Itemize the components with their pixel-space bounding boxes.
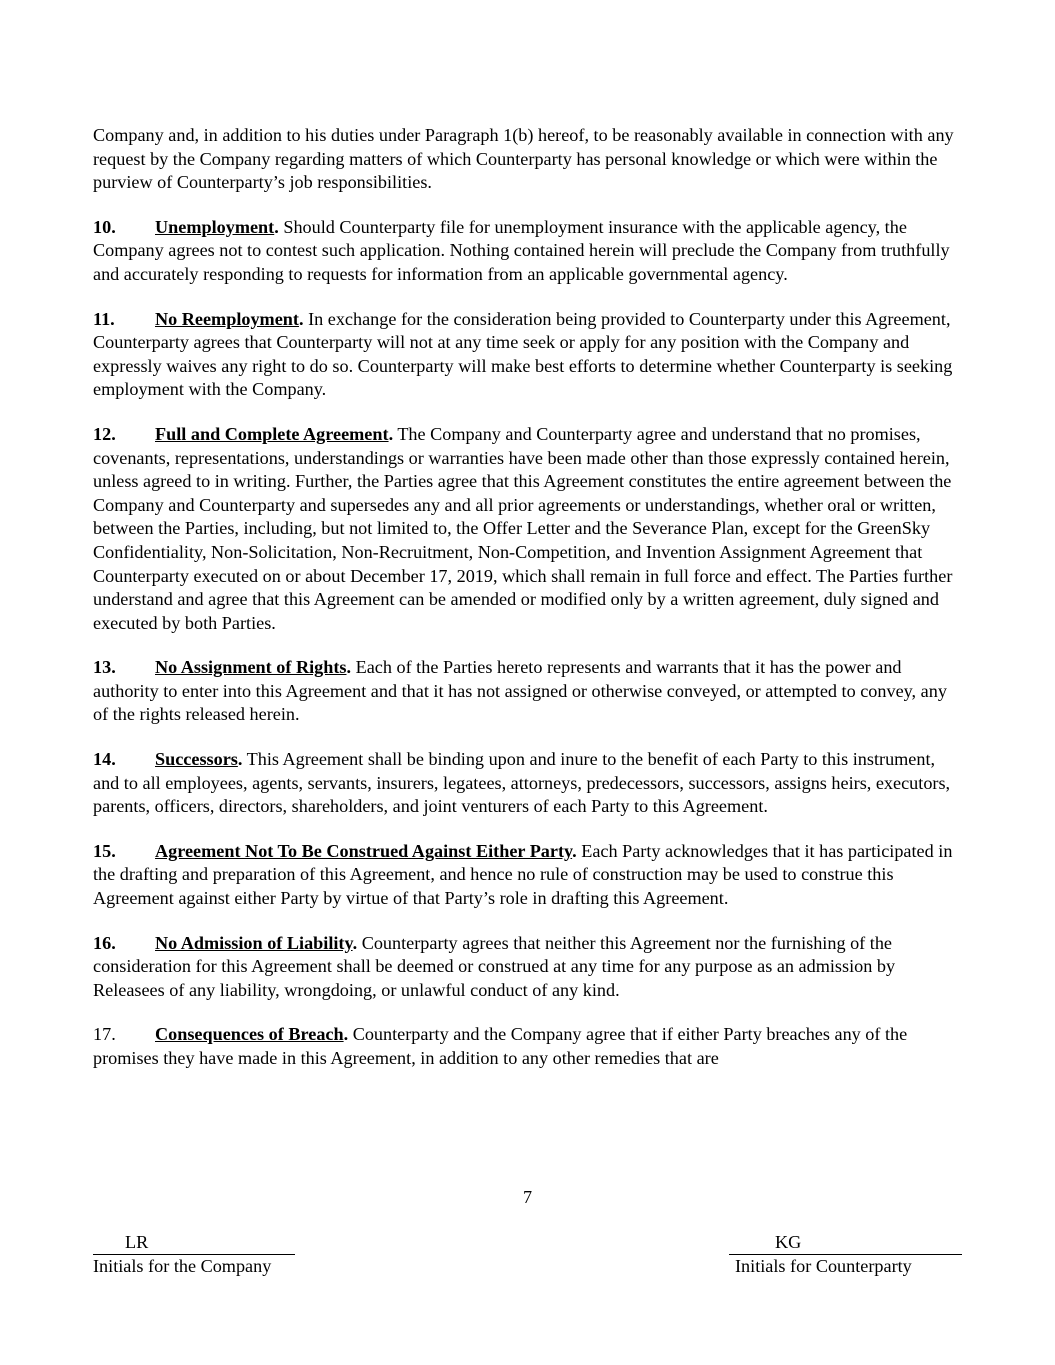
counterparty-initials-block [729, 1231, 962, 1278]
section-body: Each Party acknowledges that it has participated in the drafting and preparation of this Agreement, and hence no rule of construction may be used to construe this Agreement against either Party by virtue of that Party’s role in drafting this Agreement. [93, 840, 953, 909]
counterparty-initials-caption: Initials for Counterparty [735, 1256, 912, 1276]
section-12: 12. Full and Complete Agreement. The Company and Counterparty agree and understand that no promises, covenants, representations, understandings or warranties have been made other than those expressly contained herein, unless agreed to in writing. Further, the Parties agree that this Agreement constitutes the entire agreement between the Company and Counterparty and supersedes any and all prior agreements or understandings, whether oral or written, between the Parties, including, but not limited to, the Offer Letter and the Severance Plan, except for the GreenSky Confidentiality, Non-Solicitation, Non-Recruitment, Non-Competition, and Invention Assignment Agreement that Counterparty executed on or about December 17, 2019, which shall remain in full force and effect. The Parties further understand and agree that this Agreement can be amended or modified only by a written agreement, duly signed and executed by both Parties. [93, 423, 953, 633]
section-body: In exchange for the consideration being provided to Counterparty under this Agreement, Counterparty agrees that Counterparty will not at any time seek or apply for any position with the Company and expressly waives any right to do so. Counterparty will make best efforts to determine whether Counterparty is seeking employment with the Company. [93, 308, 953, 400]
section-number: 11. [93, 308, 115, 329]
section-body: Counterparty and the Company agree that if either Party breaches any of the promises they have made in this Agreement, in addition to any other remedies that are [93, 1024, 908, 1068]
counterparty-initials-value: KG [775, 1232, 802, 1252]
section-10: 10. Unemployment. Should Counterparty file for unemployment insurance with the applicable agency, the Company agrees not to contest such application. Nothing contained herein will preclude the Company from truthfully and accurately responding to requests for information from an applicable governmental agency. [93, 216, 950, 284]
section-11: 11. No Reemployment. In exchange for the consideration being provided to Counterparty under this Agreement, Counterparty agrees that Counterparty will not at any time seek or apply for any position with the Company and expressly waives any right to do so. Counterparty will make best efforts to determine whether Counterparty is seeking employment with the Company. [93, 308, 953, 400]
section-14: 14. Successors. This Agreement shall be binding upon and inure to the benefit of each Party to this instrument, and to all employees, agents, servants, insurers, legatees, attorneys, predecessors, successors, assigns heirs, executors, parents, officers, directors, shareholders, and joint venturers of each Party to this Agreement. [93, 749, 951, 817]
section-17: 17. Consequences of Breach. Counterparty and the Company agree that if either Party breaches any of the promises they have made in this Agreement, in addition to any other remedies that are [93, 1024, 908, 1068]
company-initials-caption: Initials for the Company [93, 1256, 272, 1276]
page-number: 7 [522, 1187, 533, 1207]
section-body: Each of the Parties hereto represents and warrants that it has the power and authority to enter into this Agreement and that it has not assigned or otherwise conveyed, or attempted to convey, any of the rights released herein. [93, 657, 947, 725]
section-body: This Agreement shall be binding upon and inure to the benefit of each Party to this instrument, and to all employees, agents, servants, insurers, legatees, attorneys, predecessors, successors, assigns heirs, executors, parents, officers, directors, shareholders, and joint venturers of each Party to this Agreement. [93, 749, 951, 817]
section-heading: Consequences of Breach [155, 1024, 344, 1045]
section-heading: Agreement Not To Be Construed Against Either Party [155, 840, 573, 861]
counterparty-initials-line [729, 1231, 962, 1255]
section-number: 17. [93, 1024, 116, 1045]
section-number: 14. [93, 749, 116, 770]
section-number: 15. [93, 840, 116, 861]
intro-paragraph: Company and, in addition to his duties under Paragraph 1(b) hereof, to be reasonably available in connection with any request by the Company regarding matters of which Counterparty has personal knowledge or which were within the purview of Counterparty’s job responsibilities. [93, 125, 954, 193]
section-13: 13. No Assignment of Rights. Each of the Parties hereto represents and warrants that it has the power and authority to enter into this Agreement and that it has not assigned or otherwise conveyed, or attempted to convey, any of the rights released herein. [93, 657, 947, 725]
section-heading: Full and Complete Agreement [155, 423, 389, 444]
section-16: 16. No Admission of Liability. Counterparty agrees that neither this Agreement nor the furnishing of the consideration for this Agreement shall be deemed or construed at any time for any purpose as an admission by Releasees of any liability, wrongdoing, or unlawful conduct of any kind. [93, 932, 896, 1000]
document-body [93, 124, 963, 1092]
section-number: 12. [93, 423, 116, 444]
company-initials-block [93, 1231, 295, 1278]
section-heading: Successors [155, 749, 238, 770]
section-number: 13. [93, 657, 116, 678]
section-body: The Company and Counterparty agree and understand that no promises, covenants, representations, understandings or warranties have been made other than those expressly contained herein, unless agreed to in writing. Further, the Parties agree that this Agreement constitutes the entire agreement between the Company and Counterparty and supersedes any and all prior agreements or understandings, whether oral or written, between the Parties, including, but not limited to, the Offer Letter and the Severance Plan, except for the GreenSky Confidentiality, Non-Solicitation, Non-Recruitment, Non-Competition, and Invention Assignment Agreement that Counterparty executed on or about December 17, 2019, which shall remain in full force and effect. The Parties further understand and agree that this Agreement can be amended or modified only by a written agreement, duly signed and executed by both Parties. [93, 423, 953, 633]
company-initials-value: LR [125, 1232, 149, 1252]
section-number: 16. [93, 932, 116, 953]
section-heading: No Reemployment [155, 308, 299, 329]
section-15: 15. Agreement Not To Be Construed Against Either Party. Each Party acknowledges that it has participated in the drafting and preparation of this Agreement, and hence no rule of construction may be used to construe this Agreement against either Party by virtue of that Party’s role in drafting this Agreement. [93, 840, 953, 909]
section-body: Should Counterparty file for unemployment insurance with the applicable agency, the Company agrees not to contest such application. Nothing contained herein will preclude the Company from truthfully and accurately responding to requests for information from an applicable governmental agency. [93, 216, 950, 284]
section-body: Counterparty agrees that neither this Agreement nor the furnishing of the consideration for this Agreement shall be deemed or construed at any time for any purpose as an admission by Releasees of any liability, wrongdoing, or unlawful conduct of any kind. [93, 932, 896, 1000]
company-initials-line [93, 1231, 295, 1255]
section-heading: No Assignment of Rights [155, 657, 347, 678]
section-heading: No Admission of Liability [155, 932, 353, 953]
section-heading: Unemployment [155, 216, 275, 237]
section-number: 10. [93, 216, 116, 237]
